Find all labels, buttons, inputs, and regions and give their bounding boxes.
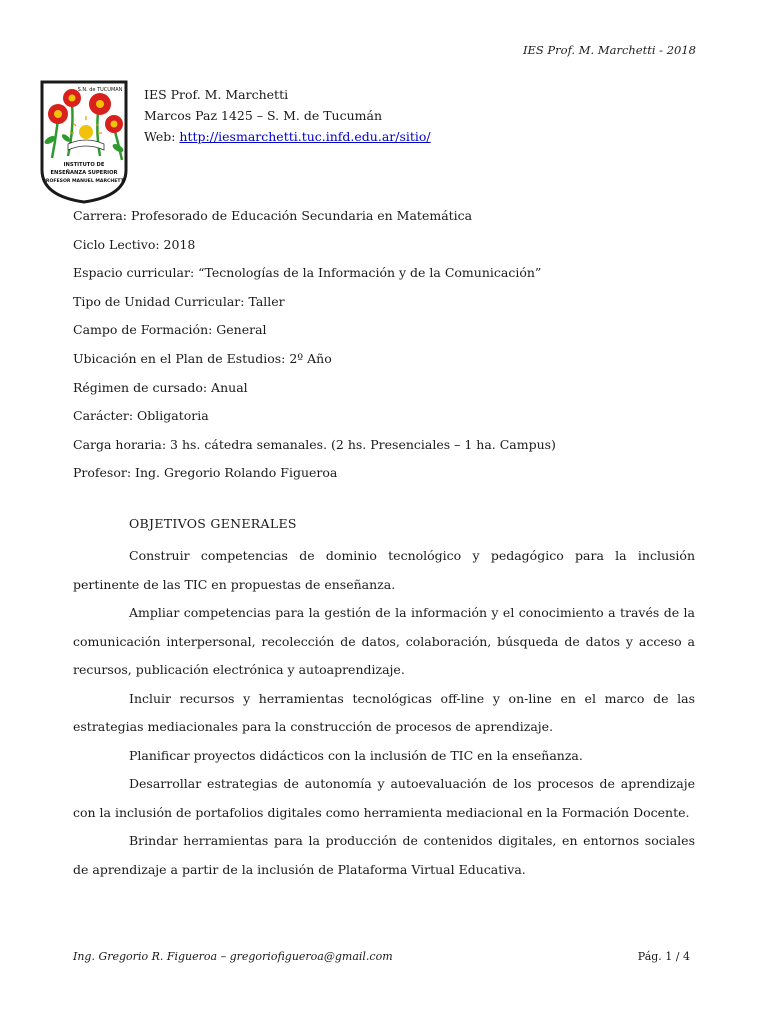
page-number: Pág. 1 / 4	[637, 950, 690, 963]
field-campo-formacion: Campo de Formación: General	[73, 322, 267, 338]
institution-info	[144, 84, 431, 147]
field-ubicacion: Ubicación en el Plan de Estudios: 2º Año	[73, 350, 332, 366]
logo-text-line-2: ENSEÑANZA SUPERIOR	[50, 170, 118, 176]
objective-paragraph: Construir competencias de dominio tecnológico y pedagógico para la inclusión pertinente de las TIC en propuestas de enseñanza.	[73, 548, 695, 592]
field-espacio-curricular: Espacio curricular: “Tecnologías de la Información y de la Comunicación”	[73, 265, 542, 281]
field-carrera: Carrera: Profesorado de Educación Secundaria en Matemática	[73, 208, 473, 223]
field-regimen: Régimen de cursado: Anual	[73, 379, 248, 395]
field-carga-horaria: Carga horaria: 3 hs. cátedra semanales. (2 hs. Presenciales – 1 ha. Campus)	[73, 436, 556, 452]
field-caracter: Carácter: Obligatoria	[73, 408, 209, 424]
institution-address: Marcos Paz 1425 – S. M. de Tucumán	[144, 108, 382, 123]
footer-author: Ing. Gregorio R. Figueroa – gregoriofigueroa@gmail.com	[73, 950, 393, 963]
objectives-title: OBJETIVOS GENERALES	[129, 516, 297, 531]
course-details	[73, 206, 695, 492]
logo-top-text: S.N. de TUCUMAN	[77, 87, 123, 93]
field-tipo-unidad: Tipo de Unidad Curricular: Taller	[73, 293, 285, 309]
objectives-section	[73, 514, 695, 884]
web-label: Web:	[144, 129, 180, 144]
web-link[interactable]: http://iesmarchetti.tuc.infd.edu.ar/sitio/	[179, 129, 431, 144]
logo-text-line-1: INSTITUTO DE	[63, 162, 105, 168]
objective-paragraph: Incluir recursos y herramientas tecnológicas off-line y on-line en el marco de las estrategias mediacionales para la construcción de procesos de aprendizaje.	[73, 690, 695, 734]
logo-text-line-3: PROFESOR MANUEL MARCHETTI	[42, 179, 126, 184]
field-ciclo-lectivo: Ciclo Lectivo: 2018	[73, 236, 196, 252]
institute-logo	[38, 78, 130, 204]
field-profesor: Profesor: Ing. Gregorio Rolando Figueroa	[73, 465, 338, 481]
institution-name: IES Prof. M. Marchetti	[144, 87, 289, 102]
objective-paragraph: Brindar herramientas para la producción de contenidos digitales, en entornos sociales de aprendizaje a partir de la inclusión de Plataforma Virtual Educativa.	[73, 833, 695, 877]
objective-paragraph: Ampliar competencias para la gestión de la información y el conocimiento a través de la comunicación interpersonal, recolección de datos, colaboración, búsqueda de datos y acceso a recursos, publicación electrónica y autoaprendizaje.	[73, 605, 695, 677]
objective-paragraph: Planificar proyectos didácticos con la inclusión de TIC en la enseñanza.	[129, 747, 583, 763]
objective-paragraph: Desarrollar estrategias de autonomía y autoevaluación de los procesos de aprendizaje con la inclusión de portafolios digitales como herramienta mediacional en la Formación Docente.	[73, 776, 695, 820]
running-header: IES Prof. M. Marchetti - 2018	[522, 43, 696, 57]
institution-web	[144, 126, 431, 147]
